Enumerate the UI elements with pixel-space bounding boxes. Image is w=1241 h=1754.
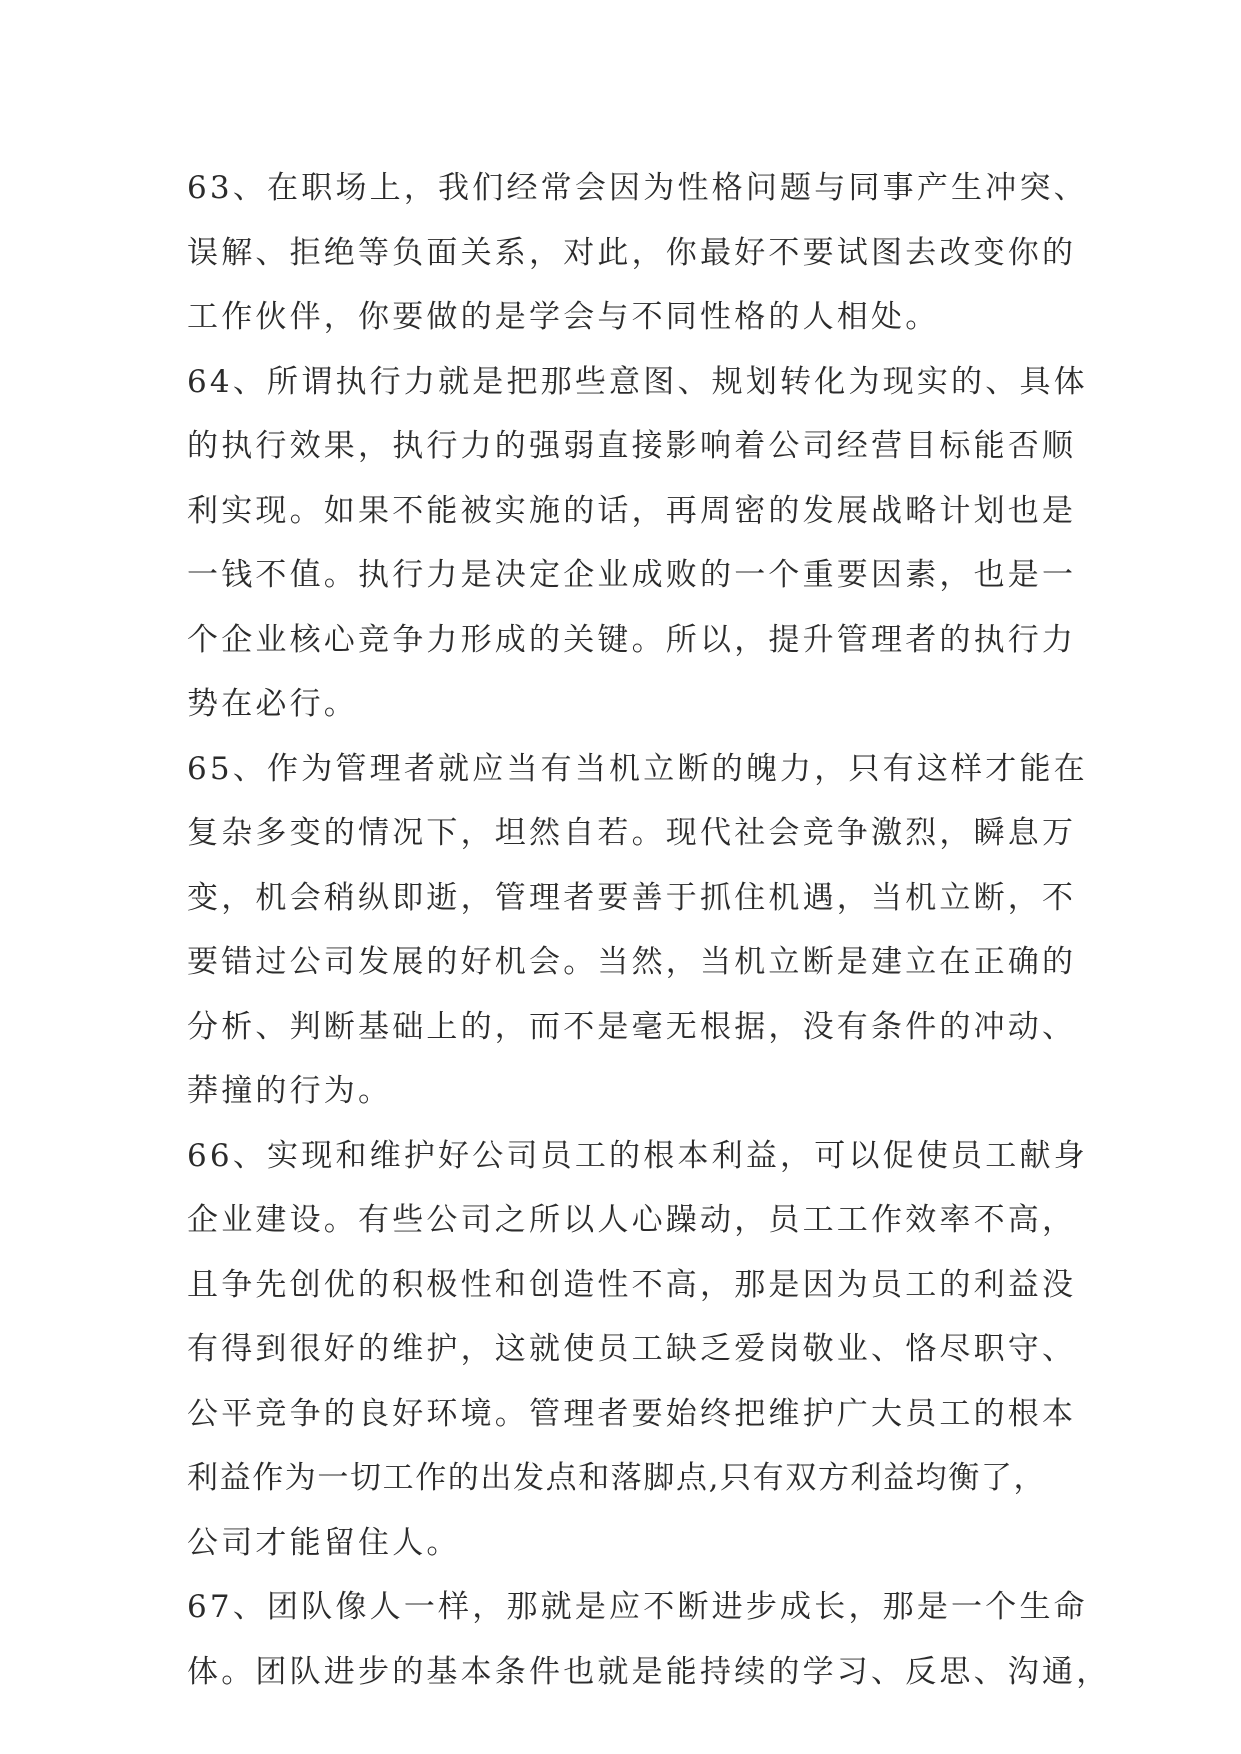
text-line: 一钱不值。执行力是决定企业成败的一个重要因素，也是一 [187,557,1077,593]
text-line: 误解、拒绝等负面关系，对此，你最好不要试图去改变你的 [187,234,1077,271]
text-line: 体。团队进步的基本条件也就是能持续的学习、反思、沟通， [187,1653,1111,1690]
text-line: 工作伙伴，你要做的是学会与不同性格的人相处。 [187,299,940,335]
text-line: 利益作为一切工作的出发点和落脚点,只有双方利益均衡了， [187,1460,1047,1496]
text-line: 的执行效果，执行力的强弱直接影响着公司经营目标能否顺 [187,428,1077,464]
text-line: 变，机会稍纵即逝，管理者要善于抓住机遇，当机立断，不 [187,879,1077,916]
text-line: 63、在职场上，我们经常会因为性格问题与同事产生冲突、 [187,170,1088,206]
text-line: 个企业核心竞争力形成的关键。所以，提升管理者的执行力 [187,621,1077,658]
text-line: 64、所谓执行力就是把那些意图、规划转化为现实的、具体 [187,363,1088,400]
text-line: 且争先创优的积极性和创造性不高，那是因为员工的利益没 [187,1266,1077,1303]
text-line: 莽撞的行为。 [187,1073,393,1109]
text-line: 要错过公司发展的好机会。当然，当机立断是建立在正确的 [187,944,1077,980]
text-line: 65、作为管理者就应当有当机立断的魄力，只有这样才能在 [187,750,1088,787]
text-line: 66、实现和维护好公司员工的根本利益，可以促使员工献身 [187,1137,1088,1174]
text-line: 67、团队像人一样，那就是应不断进步成长，那是一个生命 [187,1589,1088,1625]
text-line: 分析、判断基础上的，而不是毫无根据，没有条件的冲动、 [187,1008,1077,1045]
text-line: 利实现。如果不能被实施的话，再周密的发展战略计划也是 [187,492,1077,529]
text-line: 企业建设。有些公司之所以人心躁动，员工工作效率不高， [187,1202,1077,1238]
text-line: 势在必行。 [187,686,358,722]
body-text [187,156,1111,1704]
text-line: 有得到很好的维护，这就使员工缺乏爱岗敬业、恪尽职守、 [187,1331,1077,1367]
text-line: 公司才能留住人。 [187,1524,461,1561]
text-line: 复杂多变的情况下，坦然自若。现代社会竞争激烈，瞬息万 [187,815,1077,851]
text-line: 公平竞争的良好环境。管理者要始终把维护广大员工的根本 [187,1395,1077,1432]
